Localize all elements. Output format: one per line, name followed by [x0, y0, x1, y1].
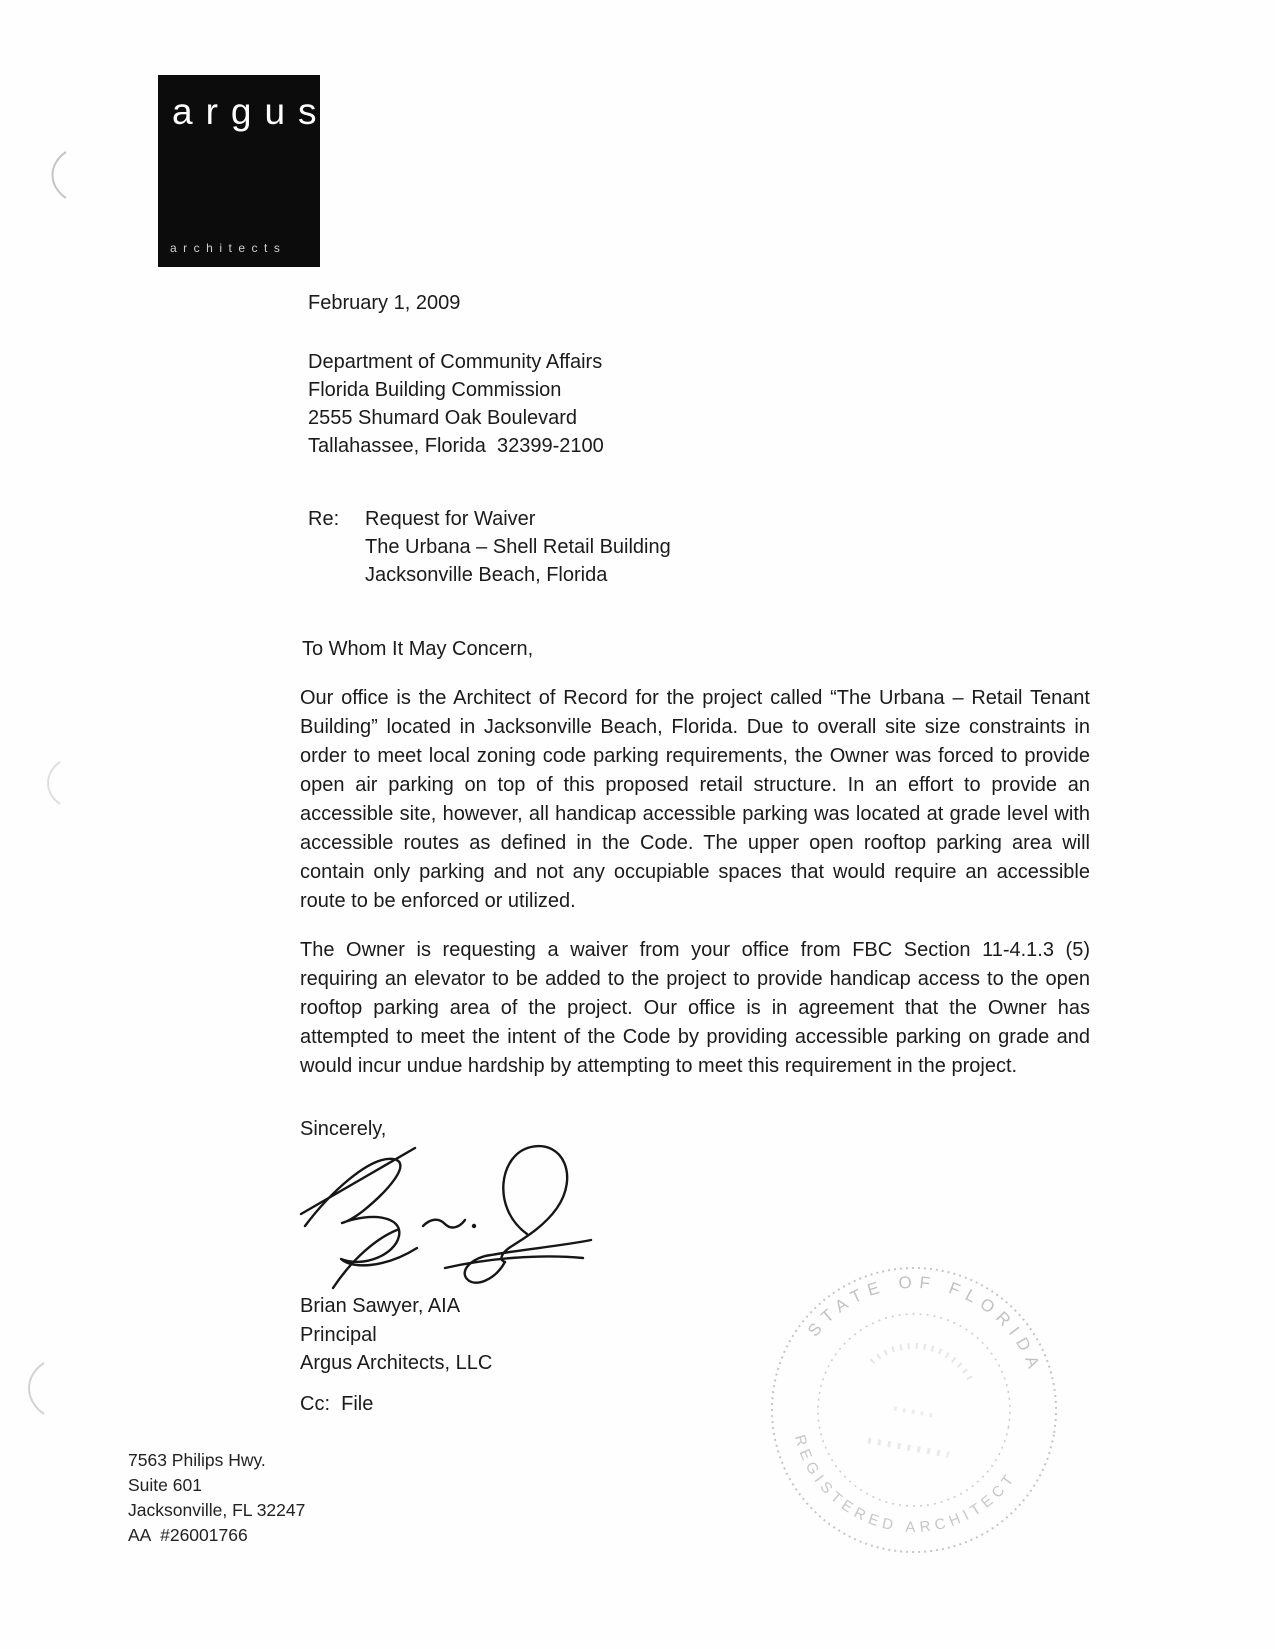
re-line: The Urbana – Shell Retail Building [365, 536, 671, 558]
signature-ink [293, 1128, 603, 1298]
signer-name: Brian Sawyer, AIA [300, 1295, 461, 1317]
logo-subtext: architects [170, 241, 287, 255]
signer-company: Argus Architects, LLC [300, 1352, 493, 1374]
recipient-line: Department of Community Affairs [308, 351, 603, 373]
salutation: To Whom It May Concern, [302, 638, 534, 660]
recipient-line: Tallahassee, Florida 32399-2100 [308, 435, 604, 457]
stamp-top-arc-text: STATE OF FLORIDA [804, 1272, 1046, 1378]
body-paragraph-1: Our office is the Architect of Record for the project called “The Urbana – Retail Tenant Building” located in Jacksonville Beach, Florida. Due to overall site size constraints in order to meet local zoning code parking requirements, the Owner was forced to provide open air parking on top of this proposed retail structure. In an effort to provide an accessible site, however, all handicap accessible parking was located at grade level with accessible routes as defined in the Code. The upper open rooftop parking area will contain only parking and not any occupiable spaces that would require an accessible route to be enforced or utilized. [300, 687, 1090, 912]
scan-artifact [14, 1360, 52, 1423]
re-lines [365, 505, 671, 589]
re-line: Request for Waiver [365, 508, 536, 530]
stamp-bottom-arc-text: REGISTERED ARCHITECT [790, 1432, 1021, 1537]
recipient-line: 2555 Shumard Oak Boulevard [308, 407, 578, 429]
footer-line: Suite 601 [128, 1475, 202, 1495]
logo-wordmark: argus [172, 91, 330, 132]
footer-line: AA #26001766 [128, 1525, 248, 1545]
registered-architect-stamp [756, 1252, 1072, 1573]
argus-logo [158, 75, 330, 267]
scan-artifact [34, 758, 68, 815]
re-label: Re: [308, 508, 340, 530]
footer-line: 7563 Philips Hwy. [128, 1450, 266, 1470]
signer-block [300, 1292, 492, 1378]
scan-artifact [40, 150, 74, 207]
cc-line: Cc: File [300, 1393, 374, 1415]
footer-line: Jacksonville, FL 32247 [128, 1500, 306, 1520]
letter-date: February 1, 2009 [308, 292, 461, 314]
re-line: Jacksonville Beach, Florida [365, 564, 608, 586]
svg-text:STATE OF FLORIDA [802, 1254, 1058, 1380]
signature [293, 1128, 603, 1298]
closing: Sincerely, [300, 1118, 387, 1140]
re-block [308, 505, 671, 589]
footer-address [128, 1448, 305, 1548]
body-paragraph-2: The Owner is requesting a waiver from your office from FBC Section 11-4.1.3 (5) requiring an elevator to be added to the project to provide handicap access to the open rooftop parking area of the project. Our office is in agreement that the Owner has attempted to meet the intent of the Code by providing accessible parking on grade and would incur undue hardship by attempting to meet this requirement in the project. [300, 939, 1090, 1077]
recipient-address [308, 348, 604, 460]
signer-title: Principal [300, 1323, 377, 1346]
stamp-seal [756, 1252, 1072, 1568]
recipient-line: Florida Building Commission [308, 379, 562, 401]
